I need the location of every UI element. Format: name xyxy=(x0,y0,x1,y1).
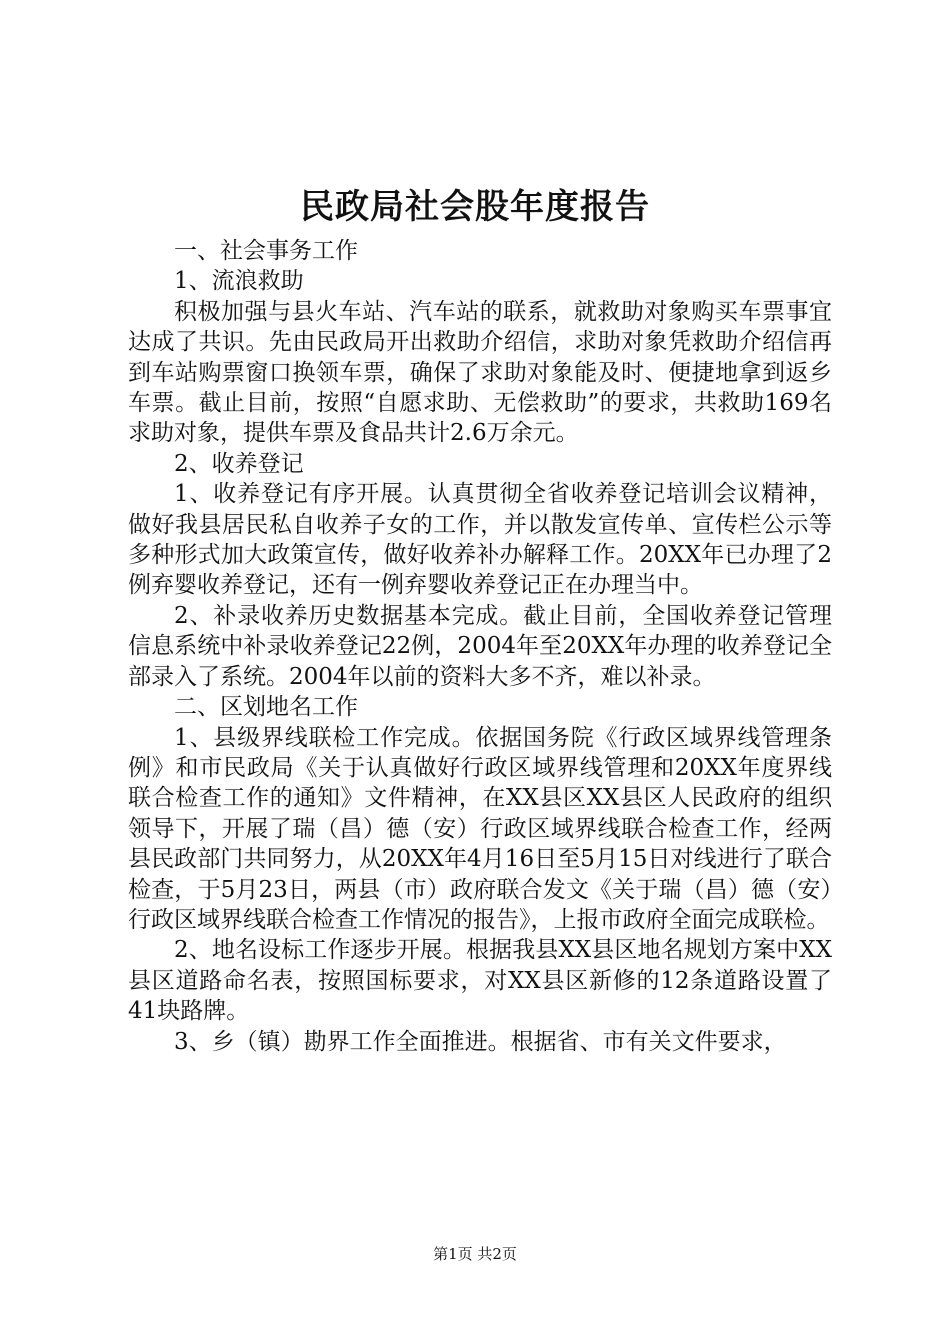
section-heading-social-affairs: 一、社会事务工作 xyxy=(174,238,358,264)
page-number-footer: 第1页 共2页 xyxy=(433,1245,517,1263)
paragraph-vagrant-relief: 积极加强与县火车站、汽车站的联系，就救助对象购买车票事宜达成了共识。先由民政局开出救助介绍信，求助对象凭救助介绍信再到车站购票窗口换领车票，确保了求助对象能及时、便捷地拿到返乡车票。截止目前，按照“自愿求助、无偿救助”的要求，共救助169名求助对象，提供车票及食品共计2.6万余元。 xyxy=(128,298,832,447)
paragraph-place-name-signs: 2、地名设标工作逐步开展。根据我县XX县区地名规划方案中XX县区道路命名表，按照国标要求，对XX县区新修的12条道路设置了41块路牌。 xyxy=(128,937,832,1025)
document-title: 民政局社会股年度报告 xyxy=(300,187,650,227)
subheading-vagrant-relief: 1、流浪救助 xyxy=(174,268,304,295)
document-body xyxy=(128,236,832,1057)
paragraph-adoption-registration: 1、收养登记有序开展。认真贯彻全省收养登记培训会议精神，做好我县居民私自收养子女的工作，并以散发宣传单、宣传栏公示等多种形式加大政策宣传，做好收养补办解释工作。20XX年已办理了2例弃婴收养登记，还有一例弃婴收养登记正在办理当中。 xyxy=(128,481,832,599)
paragraph-boundary-inspection: 1、县级界线联检工作完成。依据国务院《行政区域界线管理条例》和市民政局《关于认真做好行政区域界线管理和20XX年度界线联合检查工作的通知》文件精神，在XX县区XX县区人民政府的组织领导下，开展了瑞（昌）德（安）行政区域界线联合检查工作，经两县民政部门共同努力，从20XX年4月16日至5月15日对线进行了联合检查，于5月23日，两县（市）政府联合发文《关于瑞（昌）德（安）行政区域界线联合检查工作情况的报告》，上报市政府全面完成联检。 xyxy=(128,724,832,933)
paragraph-township-boundary: 3、乡（镇）勘界工作全面推进。根据省、市有关文件要求， xyxy=(174,1028,787,1055)
subheading-adoption-registration: 2、收养登记 xyxy=(174,450,304,477)
paragraph-adoption-history-data: 2、补录收养历史数据基本完成。截止目前，全国收养登记管理信息系统中补录收养登记22例，2004年至20XX年办理的收养登记全部录入了系统。2004年以前的资料大多不齐，难以补录。 xyxy=(128,602,832,690)
section-heading-district-names: 二、区划地名工作 xyxy=(174,694,358,721)
